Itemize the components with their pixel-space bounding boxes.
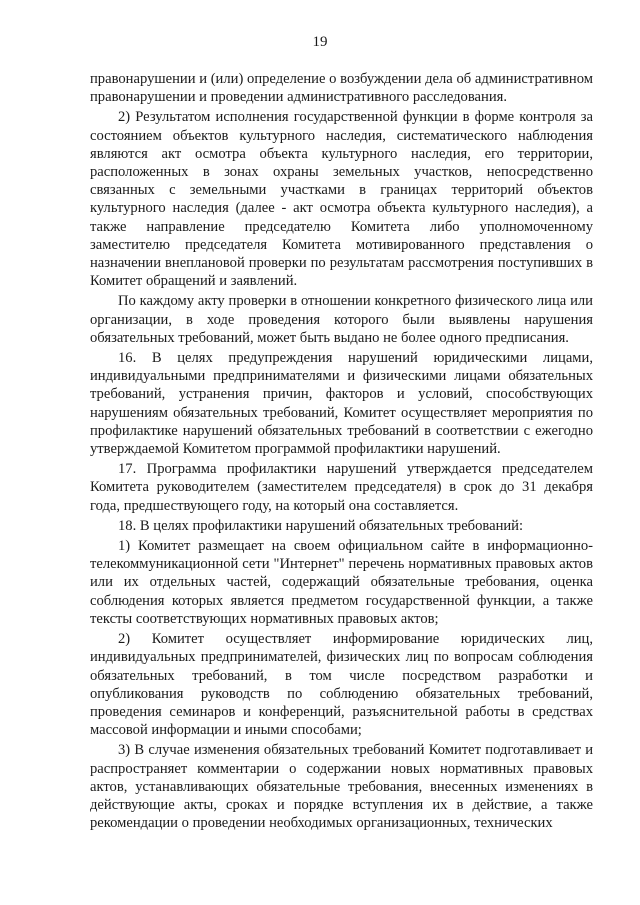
paragraph-section-17: 17. Программа профилактики нарушений утверждается председателем Комитета руководителем (заместителем председателя) в срок до 31 декабря года, предшествующего году, на который она составляется. xyxy=(90,461,593,514)
paragraph-section-18-item-3: 3) В случае изменения обязательных требований Комитет подготавливает и распространяет комментарии о содержании новых нормативных правовых актов, устанавливающих обязательные требования, внесенных изменениях в действующие акты, сроках и порядке вступления их в действие, а также рекомендации о проведении необходимых организационных, технических xyxy=(90,742,593,832)
paragraph-section-18-item-1: 1) Комитет размещает на своем официальном сайте в информационно-телекоммуникационной сети "Интернет" перечень нормативных правовых актов или их отдельных частей, содержащий обязательные требования, оценка соблюдения которых является предметом государственной функции, а также тексты соответствующих нормативных правовых актов; xyxy=(90,538,593,627)
paragraph-inspection-act: По каждому акту проверки в отношении конкретного физического лица или организации, в ходе проведения которого были выявлены нарушения обязательных требований, может быть выдано не более одного предписания. xyxy=(90,293,593,346)
document-body xyxy=(90,70,593,832)
paragraph-section-16: 16. В целях предупреждения нарушений юридическими лицами, индивидуальными предпринимателями и физическими лицами обязательных требований, устранения причин, факторов и условий, способствующих нарушениям обязательных требований, Комитет осуществляет мероприятия по профилактике нарушений обязательных требований в соответствии с ежегодно утверждаемой Комитетом программой профилактики нарушений. xyxy=(90,350,593,458)
paragraph-item-2-result: 2) Результатом исполнения государственной функции в форме контроля за состоянием объектов культурного наследия, систематического наблюдения являются акт осмотра объекта культурного наследия, его территории, расположенных в зонах охраны земельных участков, непосредственно связанных с земельными участками в границах территорий объектов культурного наследия (далее - акт осмотра объекта культурного наследия), а также направление председателю Комитета либо уполномоченному заместителю председателя Комитета мотивированного представления о назначении внеплановой проверки по результатам рассмотрения поступивших в Комитет обращений и заявлений. xyxy=(90,109,593,290)
page-number: 19 xyxy=(312,34,328,50)
paragraph-section-18-item-2: 2) Комитет осуществляет информирование юридических лиц, индивидуальных предпринимателей, физических лиц по вопросам соблюдения обязательных требований, в том числе посредством разработки и опубликования руководств по соблюдению обязательных требований, проведения семинаров и конференций, разъяснительной работы в средствах массовой информации и иными способами; xyxy=(90,631,593,739)
paragraph-section-18: 18. В целях профилактики нарушений обязательных требований: xyxy=(118,517,524,534)
paragraph-continuation: правонарушении и (или) определение о возбуждении дела об административном правонарушении и проведении административного расследования. xyxy=(90,71,593,106)
